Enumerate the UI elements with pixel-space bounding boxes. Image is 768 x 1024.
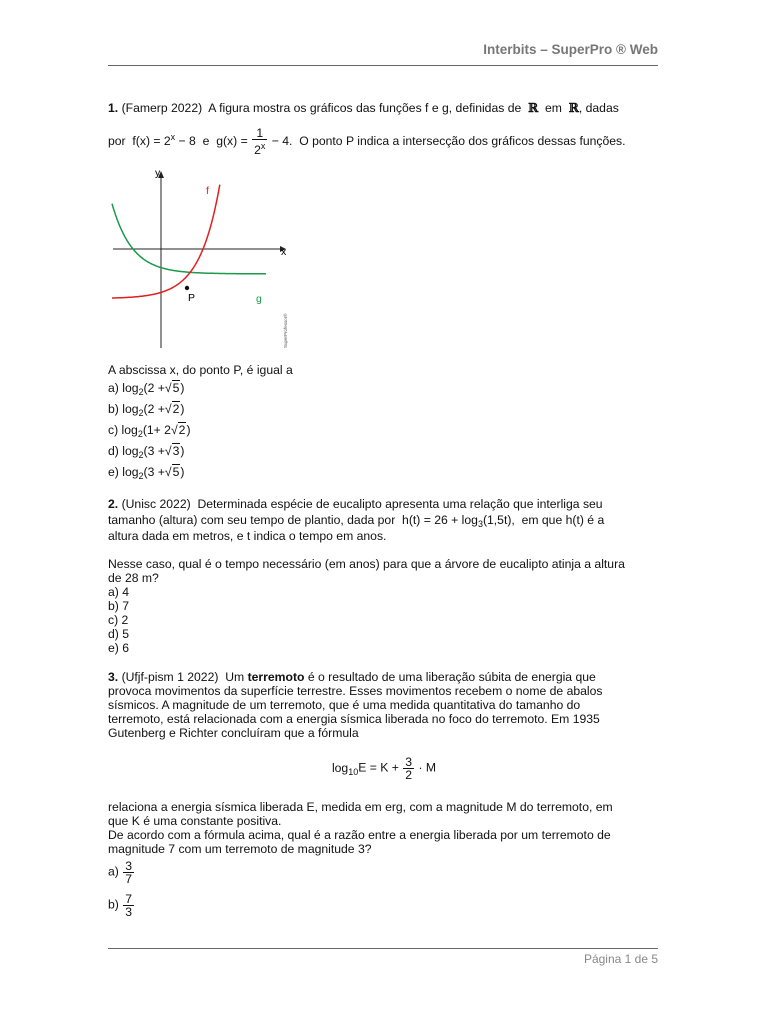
q1-text-line1: A figura mostra os gráficos das funções f e g, definidas de <box>208 101 522 115</box>
q3-line5: Gutenberg e Richter concluíram que a fórmula <box>108 726 359 740</box>
q3-option-a-fraction <box>123 860 134 885</box>
g-label: g <box>256 293 262 305</box>
g-def-base: g(x) = <box>216 134 248 148</box>
q1-option-a-expr <box>122 381 184 395</box>
q1-option-e-letter: e) <box>108 465 119 479</box>
q1-line1 <box>108 101 660 116</box>
q2-formula-a: h(t) = 26 + log <box>402 513 478 527</box>
q2-formula-b: (1,5t), <box>482 513 515 527</box>
q1-option-c-log: log <box>121 423 138 437</box>
watermark: SuperProfessor® <box>283 313 288 348</box>
q3-text-1b: é o resultado de uma liberação súbita de energia que <box>307 670 596 684</box>
q1-option-c-sqrt: √ <box>170 423 178 437</box>
q3-line9: magnitude 7 com um terremoto de magnitude 3? <box>108 842 372 856</box>
q1-option-e-log: log <box>122 465 139 479</box>
q2-text-line2b: em que h(t) é a <box>521 513 605 527</box>
q2-text-line1: Determinada espécie de eucalipto apresenta uma relação que interliga seu <box>197 497 603 511</box>
q1-option-d-letter: d) <box>108 444 119 458</box>
q1-option-b-log: log <box>122 402 139 416</box>
q2-option-d: d) 5 <box>108 627 130 641</box>
q1-dadas: , dadas <box>578 101 619 115</box>
q1-option-d-close: ) <box>180 444 185 458</box>
q1-option-a-base: 2 <box>138 387 144 397</box>
q1-option-a-open: (2 + <box>143 381 165 395</box>
q2-line1 <box>108 497 660 512</box>
q1-em: em <box>544 101 562 115</box>
q3-option-b-den: 3 <box>125 905 133 919</box>
q3-number: 3. <box>108 670 119 684</box>
q3-formula-num: 3 <box>405 755 413 769</box>
q1-option-e-expr <box>122 465 184 479</box>
q3-keyword-terremoto: terremoto <box>247 670 305 684</box>
q3-line6: relaciona a energia sísmica liberada E, medida em erg, com a magnitude M do terremoto, em <box>108 800 613 814</box>
q1-option-c-open: (1+ 2 <box>142 423 171 437</box>
q1-option-c-base: 2 <box>137 429 143 439</box>
q3-formula-end: · M <box>418 760 437 775</box>
q1-option-e-base: 2 <box>138 471 144 481</box>
intersection-point <box>185 286 189 290</box>
q3-option-b-letter: b) <box>108 897 119 912</box>
q1-option-c-close: ) <box>186 423 191 437</box>
q2-formula-base: 3 <box>477 519 483 529</box>
q1-prompt: A abscissa x, do ponto P, é igual a <box>108 363 293 377</box>
q3-formula-mid: E = K + <box>358 760 399 775</box>
q1-option-b-radicand: 2 <box>172 402 180 416</box>
g-def-tail: − 4. <box>271 134 293 148</box>
q1-option-b-expr <box>122 402 184 416</box>
q1-option-e-sqrt: √ <box>164 465 172 479</box>
q2-option-a: a) 4 <box>108 585 130 599</box>
q3-formula-log-text: log <box>331 760 349 775</box>
q3-option-a-letter: a) <box>108 864 119 879</box>
q1-option-c-letter: c) <box>108 423 119 437</box>
q1-option-b-sqrt: √ <box>164 402 172 416</box>
q1-option-a-log: log <box>122 381 139 395</box>
graph-background <box>108 164 292 352</box>
q2-option-e: e) 6 <box>108 641 130 655</box>
q3-option-b-num: 7 <box>125 892 133 906</box>
q3-line3: sísmicos. A magnitude de um terremoto, que é uma medida quantitativa do tamanho do <box>108 698 581 712</box>
header-divider <box>108 65 658 66</box>
f-label: f <box>206 185 209 197</box>
q1-option-a-sqrt: √ <box>164 381 172 395</box>
q3-option-b-fraction <box>123 893 134 918</box>
footer-divider <box>108 948 658 949</box>
q1-option-d-log: log <box>122 444 139 458</box>
q1-option-a-radicand: 5 <box>172 381 180 395</box>
q2-option-c: c) 2 <box>108 613 129 627</box>
q2-source: (Unisc 2022) <box>121 497 191 511</box>
q2-formula <box>402 513 515 527</box>
g-fraction <box>252 127 267 156</box>
q1-option-d-open: (3 + <box>143 444 165 458</box>
q2-line3: altura dada em metros, e t indica o tempo em anos. <box>108 529 387 543</box>
g-frac-den <box>252 140 267 156</box>
q3-option-a <box>108 860 135 885</box>
q3-formula-base: 10 <box>348 766 359 777</box>
q1-option-b-close: ) <box>180 402 185 416</box>
q1-line2 <box>108 122 660 156</box>
q3-option-b <box>108 893 135 918</box>
q1-option-a-letter: a) <box>108 381 119 395</box>
q1-e: e <box>202 134 210 148</box>
f-def-base: f(x) = 2 <box>132 134 171 148</box>
q1-option-b <box>108 402 184 420</box>
q3-line8: De acordo com a fórmula acima, qual é a razão entre a energia liberada por um terremoto de <box>108 828 611 842</box>
q3-text-1a: Um <box>225 670 245 684</box>
g-frac-den-base: 2 <box>254 143 261 158</box>
q2-prompt-line1: Nesse caso, qual é o tempo necessário (em anos) para que a árvore de eucalipto atinja a altura <box>108 557 625 571</box>
f-def-exp: x <box>170 132 176 142</box>
f-def-tail: − 8 <box>175 134 196 148</box>
q1-option-e-radicand: 5 <box>172 465 180 479</box>
q2-text-line2a: tamanho (altura) com seu tempo de plantio, dada por <box>108 513 396 527</box>
gutenberg-richter-formula <box>0 756 768 781</box>
g-definition <box>216 126 293 158</box>
page-header: Interbits – SuperPro ® Web <box>483 42 658 57</box>
q3-formula-log <box>332 761 358 775</box>
q1-option-d-expr <box>122 444 184 458</box>
q1-option-e-open: (3 + <box>143 465 165 479</box>
q1-option-b-open: (2 + <box>143 402 165 416</box>
q1-option-a <box>108 381 184 399</box>
g-frac-num: 1 <box>252 127 267 140</box>
q3-option-a-num: 3 <box>125 859 133 873</box>
q3-line7: que K é uma constante positiva. <box>108 814 282 828</box>
set-real-symbol: ℝ <box>528 101 539 115</box>
q3-formula-fraction <box>403 756 414 781</box>
p-label: P <box>188 292 196 304</box>
g-frac-den-exp: x <box>260 141 266 152</box>
set-real-symbol-2: ℝ <box>568 101 579 115</box>
y-axis-label: y <box>155 167 161 179</box>
q3-line1 <box>108 670 660 685</box>
q1-option-e <box>108 465 184 483</box>
q1-option-d-radicand: 3 <box>172 444 180 458</box>
q1-option-e-close: ) <box>180 465 185 479</box>
q1-option-c-expr <box>122 423 191 437</box>
q1-option-d-sqrt: √ <box>164 444 172 458</box>
q1-option-b-base: 2 <box>138 408 144 418</box>
q1-por: por <box>108 134 126 148</box>
q3-line2: provoca movimentos da superfície terrestre. Esses movimentos recebem o nome de abalos <box>108 684 603 698</box>
f-definition <box>132 134 195 148</box>
q1-option-c <box>108 423 191 441</box>
x-axis-label: x <box>281 246 287 258</box>
q1-option-d <box>108 444 184 462</box>
q1-option-b-letter: b) <box>108 402 119 416</box>
q3-formula-den: 2 <box>405 768 413 782</box>
q1-option-a-close: ) <box>180 381 185 395</box>
function-graph <box>108 164 292 352</box>
q3-line4: terremoto, está relacionada com a energia sísmica liberada no foco do terremoto. Em 1935 <box>108 712 600 726</box>
q1-source: (Famerp 2022) <box>121 101 203 115</box>
q1-number: 1. <box>108 101 119 115</box>
q1-option-d-base: 2 <box>138 450 144 460</box>
q1-text-line2: O ponto P indica a intersecção dos gráficos dessas funções. <box>299 134 626 148</box>
q2-option-b: b) 7 <box>108 599 130 613</box>
q1-option-c-radicand: 2 <box>178 423 186 437</box>
q2-prompt-line2: de 28 m? <box>108 571 159 585</box>
q3-option-a-den: 7 <box>125 872 133 886</box>
q2-number: 2. <box>108 497 119 511</box>
page-number: Página 1 de 5 <box>583 952 658 966</box>
q3-source: (Ufjf-pism 1 2022) <box>121 670 219 684</box>
